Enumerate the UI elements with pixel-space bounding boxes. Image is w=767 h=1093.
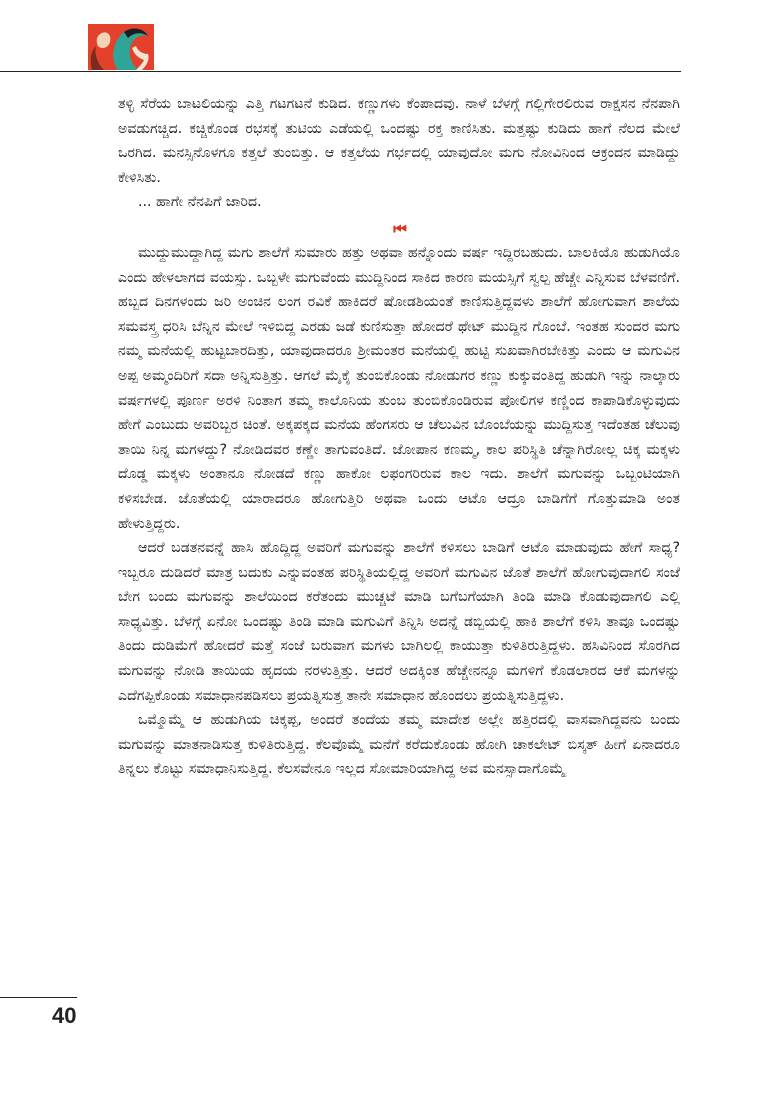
paragraph: ತಳ್ಳಿ ಸೆರೆಯ ಬಾಟಲಿಯನ್ನು ಎತ್ತಿ ಗಟಗಟನೆ ಕುಡಿದ. ಕಣ್ಣುಗಳು ಕೆಂಪಾದವು. ನಾಳೆ ಬೆಳಗ್ಗೆ ಗಲ್ಲಿಗೇರಲಿರುವ ರಾಕ್ಷಸನ ನೆನಪಾಗಿ ಅವಡುಗಚ್ಚಿದ. ಕಚ್ಚಿಕೊಂಡ ರಭಸಕ್ಕೆ ತುಟಿಯ ಎಡೆಯಲ್ಲಿ ಒಂದಷ್ಟು ರಕ್ತ ಕಾಣಿಸಿತು. ಮತ್ತಷ್ಟು ಕುಡಿದು ಹಾಗೆ ನೆಲದ ಮೇಲೆ ಒರಗಿದ. ಮನಸ್ಸಿನೊಳಗೂ ಕತ್ತಲೆ ತುಂಬಿತ್ತು. ಆ ಕತ್ತಲೆಯ ಗರ್ಭದಲ್ಲಿ ಯಾವುದೋ ಮಗು ನೋವಿನಿಂದ ಆಕ್ರಂದನ ಮಾಡಿದ್ದು ಕೇಳಿಸಿತು. [118,96,680,186]
paragraph: ಮುದ್ದುಮುದ್ದಾಗಿದ್ದ ಮಗು ಶಾಲೆಗೆ ಸುಮಾರು ಹತ್ತು ಅಥವಾ ಹನ್ನೊಂದು ವರ್ಷ ಇದ್ದಿರಬಹುದು. ಬಾಲಕಿಯೊ ಹುಡುಗಿಯೊ ಎಂದು ಹೇಳಲಾಗದ ವಯಸ್ಸು. ಒಬ್ಬಳೇ ಮಗುವೆಂದು ಮುದ್ದಿನಿಂದ ಸಾಕಿದ ಕಾರಣ ಮಯಸ್ಸಿಗೆ ಸ್ವಲ್ಪ ಹೆಚ್ಚೇ ಎನ್ನಿಸುವ ಬೆಳವಣಿಗೆ. ಹಬ್ಬದ ದಿನಗಳಂದು ಜರಿ ಅಂಚಿನ ಲಂಗ ರವಿಕೆ ಹಾಕಿದರೆ ಷೋಡಶಿಯಂತೆ ಕಾಣಿಸುತ್ತಿದ್ದವಳು ಶಾಲೆಗೆ ಹೋಗುವಾಗ ಶಾಲೆಯ ಸಮವಸ್ತ್ರ ಧರಿಸಿ ಬೆನ್ನಿನ ಮೇಲೆ ಇಳಿಬಿದ್ದ ಎರಡು ಜಡೆ ಕುಣಿಸುತ್ತಾ ಹೋದರೆ ಥೇಟ್ ಮುದ್ದಿನ ಗೊಂಬೆ. ಇಂತಹ ಸುಂದರ ಮಗು ನಮ್ಮ ಮನೆಯಲ್ಲಿ ಹುಟ್ಟಬಾರದಿತ್ತು, ಯಾವುದಾದರೂ ಶ್ರೀಮಂತರ ಮನೆಯಲ್ಲಿ ಹುಟ್ಟಿ ಸುಖವಾಗಿರಬೇಕಿತ್ತು ಎಂದು ಆ ಮಗುವಿನ ಅಪ್ಪ ಅಮ್ಮಂದಿರಿಗೆ ಸದಾ ಅನ್ನಿಸುತ್ತಿತ್ತು. ಆಗಲೆ ಮೈಕೈ ತುಂಬಿಕೊಂಡು ನೋಡುಗರ ಕಣ್ಣು ಕುಕ್ಕುವಂತಿದ್ದ ಹುಡುಗಿ ಇನ್ನು ನಾಲ್ಕಾರು ವರ್ಷಗಳಲ್ಲಿ ಪೂರ್ಣ ಅರಳಿ ನಿಂತಾಗ ತಮ್ಮ ಕಾಲೊನಿಯ ತುಂಬ ತುಂಬಿಕೊಂಡಿರುವ ಪೋಲಿಗಳ ಕಣ್ಣಿಂದ ಕಾಪಾಡಿಕೊಳ್ಳುವುದು ಹೇಗೆ ಎಂಬುದು ಅವರಿಬ್ಬರ ಚಿಂತೆ. ಅಕ್ಕಪಕ್ಕದ ಮನೆಯ ಹೆಂಗಸರು ಆ ಚೆಲುವಿನ ಬೊಂಬೆಯನ್ನು ಮುದ್ದಿಸುತ್ತ ಇದೆಂತಹ ಚೆಲುವು ತಾಯಿ ನಿನ್ನ ಮಗಳದ್ದು? ನೋಡಿದವರ ಕಣ್ಣೇ ತಾಗುವಂತಿದೆ. ಜೋಪಾನ ಕಣಮ್ಮ, ಕಾಲ ಪರಿಸ್ಥಿತಿ ಚೆನ್ನಾಗಿರೋಲ್ಲ ಚಿಕ್ಕ ಮಕ್ಕಳು ದೊಡ್ಡ ಮಕ್ಕಳು ಅಂತಾನೂ ನೋಡದೆ ಕಣ್ಣು ಹಾಕೋ ಲಫಂಗರಿರುವ ಕಾಲ ಇದು. ಶಾಲೆಗೆ ಮಗುವನ್ನು ಒಬ್ಬಂಟಿಯಾಗಿ ಕಳಿಸಬೇಡ. ಜೊತೆಯಲ್ಲಿ ಯಾರಾದರೂ ಹೋಗುತ್ತಿರಿ ಅಥವಾ ಒಂದು ಆಟೊ ಆದ್ರೂ ಬಾಡಿಗೆಗೆ ಗೊತ್ತುಮಾಡಿ ಅಂತ ಹೇಳುತ್ತಿದ್ದರು. [118,244,680,532]
paragraph: ... ಹಾಗೇ ನೆನಪಿಗೆ ಜಾರಿದ. [138,194,262,211]
page-number: 40 [52,1003,77,1028]
section-separator [118,219,680,239]
paragraph: ಒಮ್ಮೊಮ್ಮೆ ಆ ಹುಡುಗಿಯ ಚಿಕ್ಕಪ್ಪ, ಅಂದರೆ ತಂದೆಯ ತಮ್ಮ ಮಾದೇಶ ಅಲ್ಲೇ ಹತ್ತಿರದಲ್ಲಿ ವಾಸವಾಗಿದ್ದವನು ಬಂದು ಮಗುವನ್ನು ಮಾತನಾಡಿಸುತ್ತ ಕುಳಿತಿರುತ್ತಿದ್ದ. ಕೆಲವೊಮ್ಮೆ ಮನೆಗೆ ಕರೆದುಕೊಂಡು ಹೋಗಿ ಚಾಕಲೇಟ್ ಬಿಸ್ಕತ್ ಹೀಗೆ ಏನಾದರೂ ತಿನ್ನಲು ಕೊಟ್ಟು ಸಮಾಧಾನಿಸುತ್ತಿದ್ದ. ಕೆಲಸವೇನೂ ಇಲ್ಲದ ಸೋಮಾರಿಯಾಗಿದ್ದ ಅವ ಮನಸ್ಸಾದಾಗೊಮ್ಮೆ [118,712,680,778]
footer-rule [0,997,77,998]
magazine-logo [88,24,154,70]
article-body [118,92,680,782]
rewind-icon: ⏮ [393,219,405,238]
header-rule [0,71,681,72]
paragraph: ಆದರೆ ಬಡತನವನ್ನೆ ಹಾಸಿ ಹೊದ್ದಿದ್ದ ಅವರಿಗೆ ಮಗುವನ್ನು ಶಾಲೆಗೆ ಕಳಿಸಲು ಬಾಡಿಗೆ ಆಟೊ ಮಾಡುವುದು ಹೇಗೆ ಸಾಧ್ಯ? ಇಬ್ಬರೂ ದುಡಿದರೆ ಮಾತ್ರ ಬದುಕು ಎನ್ನುವಂತಹ ಪರಿಸ್ಥಿತಿಯಲ್ಲಿದ್ದ ಅವರಿಗೆ ಮಗುವಿನ ಜೊತೆ ಶಾಲೆಗೆ ಹೋಗುವುದಾಗಲಿ ಸಂಜೆ ಬೇಗ ಬಂದು ಮಗುವನ್ನು ಶಾಲೆಯಿಂದ ಕರೆತಂದು ಮುಚ್ಚಟೆ ಮಾಡಿ ಬಗೆಬಗೆಯಾಗಿ ತಿಂಡಿ ಮಾಡಿ ಕೊಡುವುದಾಗಲಿ ಎಲ್ಲಿ ಸಾಧ್ಯವಿತ್ತು. ಬೆಳಗ್ಗೆ ಏನೋ ಒಂದಷ್ಟು ತಿಂಡಿ ಮಾಡಿ ಮಗುವಿಗೆ ತಿನ್ನಿಸಿ ಅದನ್ನೆ ಡಬ್ಬಿಯಲ್ಲಿ ಹಾಕಿ ಶಾಲೆಗೆ ಕಳಿಸಿ ತಾವೂ ಒಂದಷ್ಟು ತಿಂದು ದುಡಿಮೆಗೆ ಹೋದರೆ ಮತ್ತೆ ಸಂಜೆ ಬರುವಾಗ ಮಗಳು ಬಾಗಿಲಲ್ಲಿ ಕಾಯುತ್ತಾ ಕುಳಿತಿರುತ್ತಿದ್ದಳು. ಹಸಿವಿನಿಂದ ಸೊರಗಿದ ಮಗುವನ್ನು ನೋಡಿ ತಾಯಿಯ ಹೃದಯ ನರಳುತ್ತಿತ್ತು. ಆದರೆ ಅದಕ್ಕಿಂತ ಹೆಚ್ಚೇನನ್ನೂ ಮಗಳಿಗೆ ಕೊಡಲಾರದ ಆಕೆ ಮಗಳನ್ನು ಎದೆಗಪ್ಪಿಕೊಂಡು ಸಮಾಧಾನಪಡಿಸಲು ಪ್ರಯತ್ನಿಸುತ್ತ ತಾನೇ ಸಮಾಧಾನ ಹೊಂದಲು ಪ್ರಯತ್ನಿಸುತ್ತಿದ್ದಳು. [118,540,680,704]
face-silhouette-logo-icon [88,24,154,70]
